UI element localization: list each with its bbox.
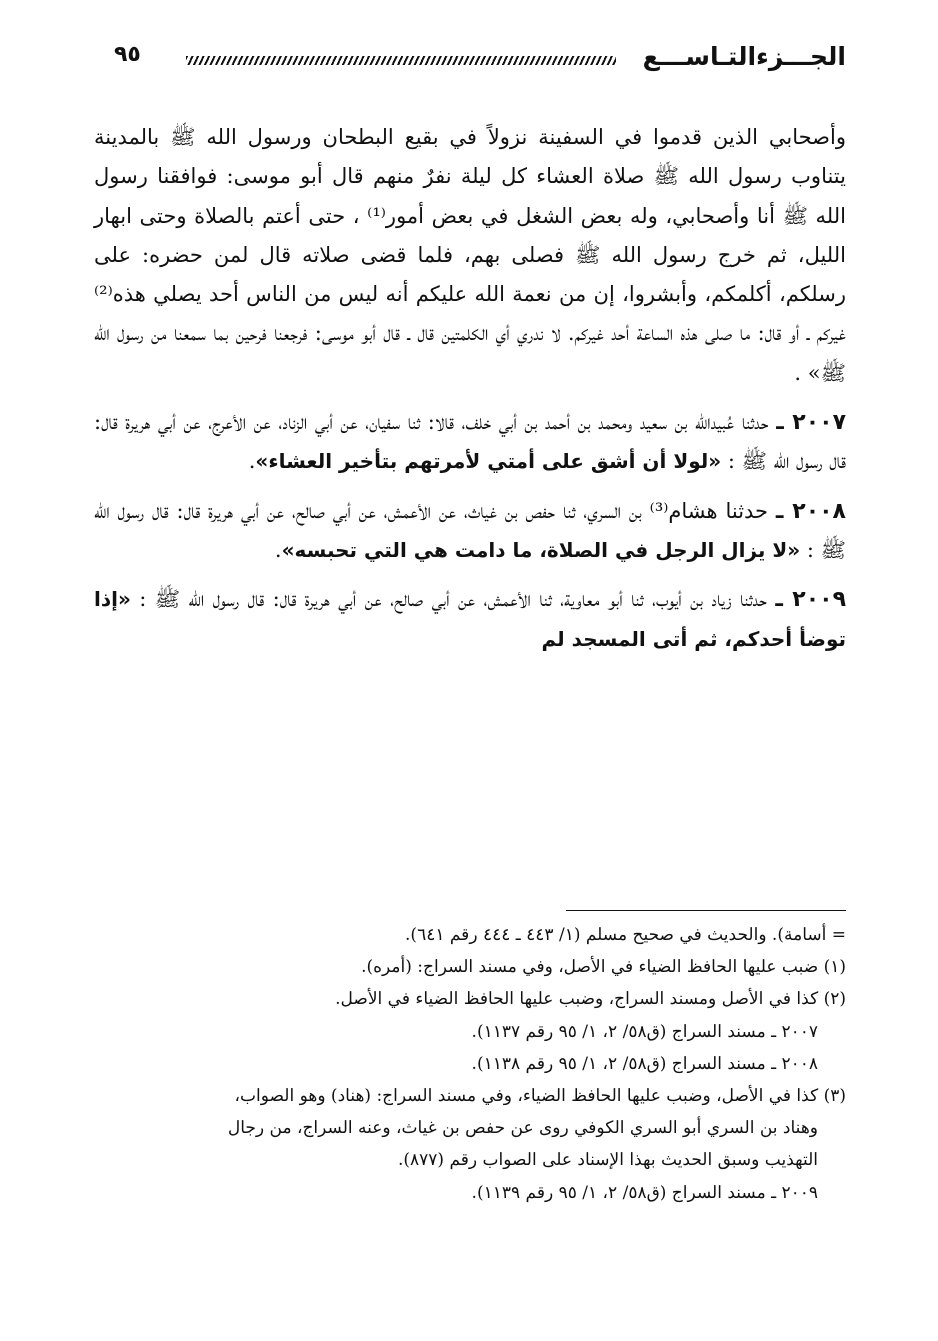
footnotes [94,919,846,1209]
footnote-line: = أسامة). والحديث في صحيح مسلم (١/ ٤٤٣ ـ ٤٤٤ رقم ٦٤١). [405,925,846,945]
main-text [94,118,846,659]
hadith-number: ٢٠٠٩ ـ [775,587,846,613]
footnote-line: (٣) كذا في الأصل، وضبب عليها الحافظ الضياء، وفي مسند السراج: (هناد) وهو الصواب، [234,1086,846,1107]
prophetic-quote: «لولا أن أشق على أمتي لأمرتهم بتأخير العشاء» [255,449,722,474]
hadith-paragraph-2009 [94,580,846,659]
footnote-line: (٢) كذا في الأصل ومسند السراج، وضبب عليها الحافظ الضياء في الأصل. [335,989,846,1010]
paragraph-text: حدثنا هشام⁽³⁾ بن السري، ثنا حفص بن غياث، عن الأعمش، عن أبي صالح، عن أبي هريرة قال: قال رسول الله ﷺ : [94,498,846,562]
paragraph-text: وأصحابي الذين قدموا في السفينة نزولاً في بقيع البطحان ورسول الله ﷺ بالمدينة يتناوب رسول الله ﷺ صلاة العشاء كل ليلة نفرٌ منهم قال أبو موسى: فوافقنا رسول الله ﷺ أنا وأصحابي، وله بعض الشغل في بعض أمور⁽¹⁾ ، حتى أعتم بالصلاة وحتى ابهار الليل، ثم خرج رسول الله ﷺ فصلى بهم، فلما قضى صلاته قال لمن حضره: على رسلكم، أكلمكم، وأبشروا، إن من نعمة الله عليكم أنه ليس من الناس أحد يصلي هذه⁽²⁾ غيركم ـ أو قال: ما صلى هذه الساعة أحد غيركم. لا ندري أي الكلمتين قال ـ قال أبو موسى: فرجعنا فرحين بما سمعنا من رسول الله ﷺ» . [94,125,846,385]
chapter-title: الجـــزءالتـاســـع [642,42,846,71]
paragraph-text: حدثنا زياد بن أيوب، ثنا أبو معاوية، ثنا الأعمش، عن أبي صالح، عن أبي هريرة قال: قال رسول الله ﷺ : [130,587,776,612]
paragraph-text: حدثنا عُبيدالله بن سعيد ومحمد بن أحمد بن أبي خلف، قالا: ثنا سفيان، عن أبي الزناد، عن الأعرج، عن أبي هريرة قال: قال رسول الله ﷺ : [94,410,846,474]
paragraph-end: . [274,537,282,562]
footnote-line: ٢٠٠٨ ـ مسند السراج (ق٥٨/ ٢، ١/ ٩٥ رقم ١١٣٨). [471,1053,818,1074]
footnote-line: التهذيب وسبق الحديث بهذا الإسناد على الصواب رقم (٨٧٧). [397,1150,818,1171]
footnote-line: ٢٠٠٧ ـ مسند السراج (ق٥٨/ ٢، ١/ ٩٥ رقم ١١٣٧). [471,1021,818,1042]
hadith-paragraph-continuation [94,118,846,393]
paragraph-end: . [248,449,256,474]
prophetic-quote: «إذا توضأ أحدكم، ثم أتى المسجد لم [94,587,846,651]
page-number: ٩٥ [114,42,141,67]
hadith-number: ٢٠٠٧ ـ [776,410,846,436]
hadith-paragraph-2008 [94,492,846,571]
footnote-line: وهناد بن السري أبو السري الكوفي روى عن حفص بن غياث، وعنه السراج، من رجال [227,1118,818,1139]
hadith-paragraph-2007 [94,403,846,482]
header-decorative-rule [186,56,616,65]
footnote-line: (١) ضبب عليها الحافظ الضياء في الأصل، وفي مسند السراج: (أمره). [361,957,846,978]
hadith-number: ٢٠٠٨ ـ [775,498,846,524]
prophetic-quote: «لا يزال الرجل في الصلاة، ما دامت هي التي تحبسه» [281,537,801,562]
page-header [100,38,846,78]
footnote-separator [566,910,846,911]
footnote-line: ٢٠٠٩ ـ مسند السراج (ق٥٨/ ٢، ١/ ٩٥ رقم ١١٣٩). [471,1182,818,1203]
